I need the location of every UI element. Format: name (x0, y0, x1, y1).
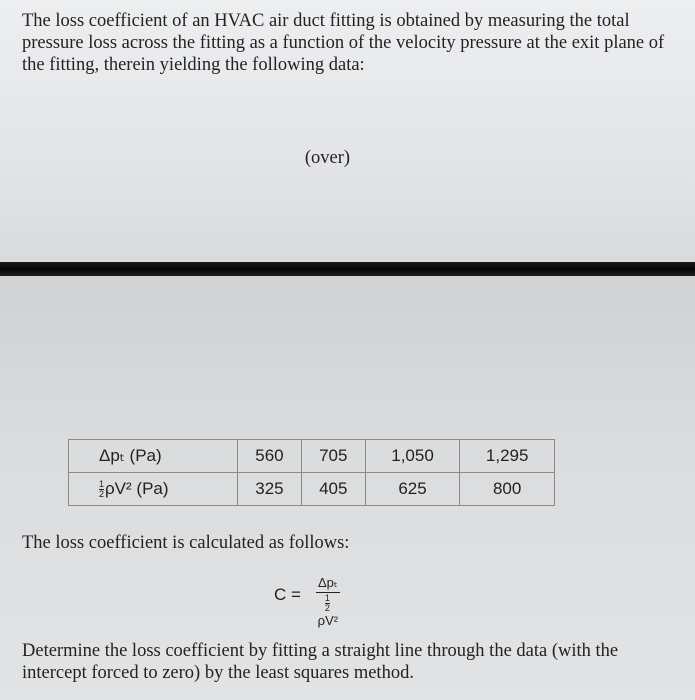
upper-page (0, 0, 695, 262)
row-label-velocity-pressure (69, 473, 238, 506)
equation-denominator: $\frac{1}{2}$ ρV² (317, 593, 339, 628)
calc-intro: The loss coefficient is calculated as follows: (22, 533, 350, 553)
table-cell: 1,295 (460, 440, 555, 473)
page-divider (0, 262, 695, 276)
intro-paragraph: The loss coefficient of an HVAC air duct fitting is obtained by measuring the total pressure loss across the fitting as a function of the velocity pressure at the exit plane of the fitting, therein yielding the following data: (22, 11, 665, 75)
table-cell: 1,050 (365, 440, 460, 473)
table-row-velocity-pressure (69, 473, 555, 506)
equation-fraction (316, 575, 340, 628)
table-cell: 625 (365, 473, 460, 506)
table-cell: 705 (301, 440, 365, 473)
determine-paragraph: Determine the loss coefficient by fitting a straight line through the data (with the intercept forced to zero) by the least squares method. (22, 641, 619, 683)
table-cell: 325 (238, 473, 302, 506)
table-cell: 560 (238, 440, 302, 473)
table-cell: 800 (460, 473, 555, 506)
equation-numerator: Δpₜ (316, 575, 340, 593)
table-cell: 405 (301, 473, 365, 506)
equation-lhs: C = (274, 585, 301, 604)
row-label-pressure-loss: Δpₜ (Pa) (69, 440, 238, 473)
half-fraction: $\frac{1}{2}$ (99, 479, 105, 499)
row-label-text: ρV² (Pa) (105, 478, 169, 498)
table-row-pressure-loss (69, 440, 555, 473)
data-table (68, 439, 555, 506)
over-label: (over) (304, 148, 351, 168)
